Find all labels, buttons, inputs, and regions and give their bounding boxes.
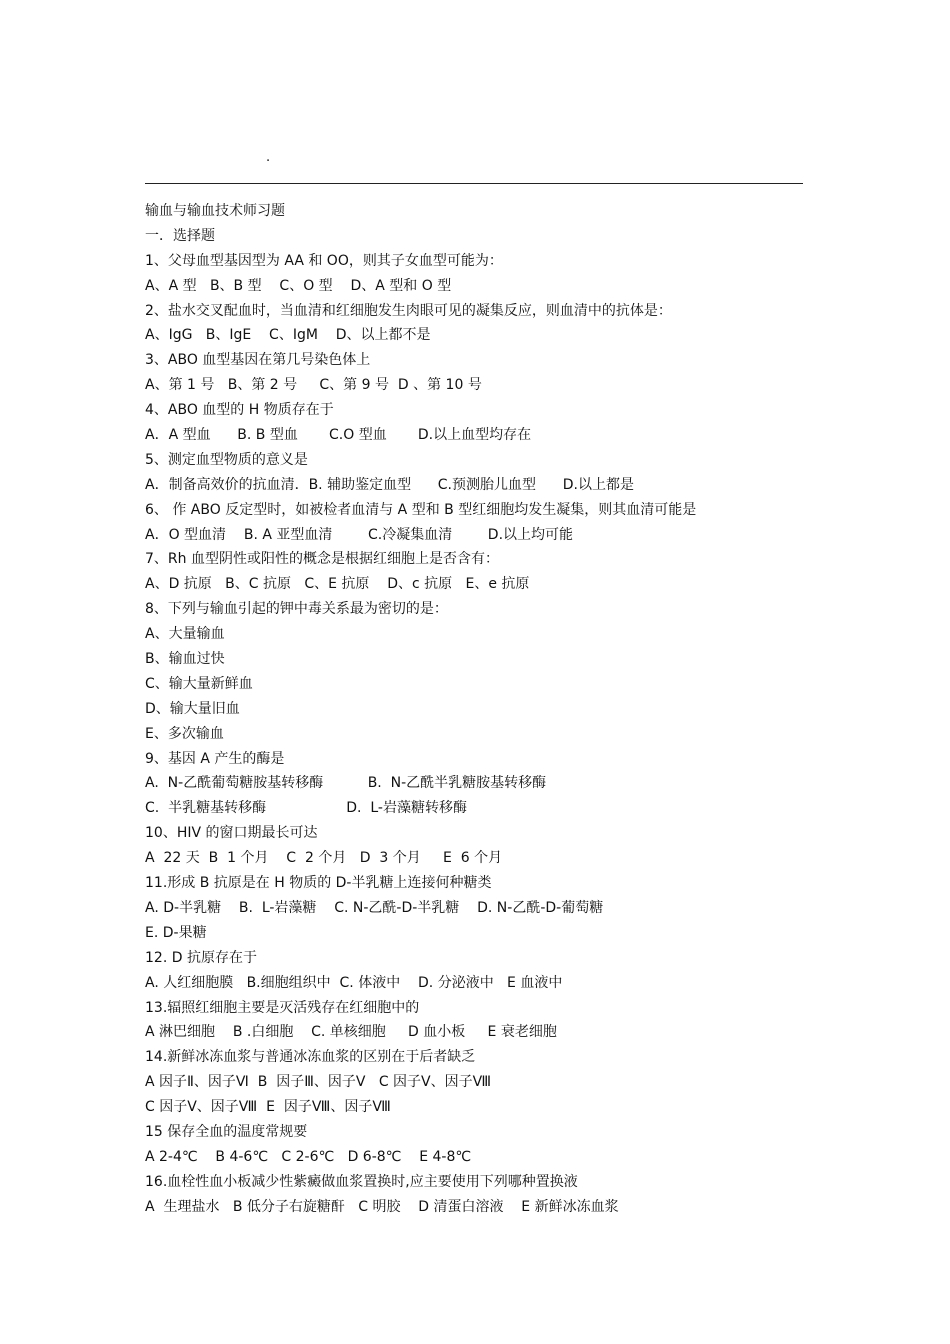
question-4: 4、ABO 血型的 H 物质存在于 bbox=[145, 402, 334, 419]
question-8: 8、下列与输血引起的钾中毒关系最为密切的是： bbox=[145, 601, 448, 618]
question-16: 16.血栓性血小板减少性紫癜做血浆置换时,应主要使用下列哪种置换液 bbox=[145, 1173, 578, 1190]
options-7: A、D 抗原 B、C 抗原 C、E 抗原 D、c 抗原 E、e 抗原 bbox=[145, 576, 530, 593]
option-8d: D、输大量旧血 bbox=[145, 700, 240, 717]
question-13: 13.辐照红细胞主要是灭活残存在红细胞中的 bbox=[145, 999, 420, 1016]
question-14: 14.新鲜冰冻血浆与普通冰冻血浆的区别在于后者缺乏 bbox=[145, 1049, 476, 1066]
options-13: A 淋巴细胞 B .白细胞 C. 单核细胞 D 血小板 E 衰老细胞 bbox=[145, 1024, 557, 1041]
option-8c: C、输大量新鲜血 bbox=[145, 675, 253, 692]
options-11-e: E. D-果糖 bbox=[145, 924, 207, 941]
options-2: A、IgG B、IgE C、IgM D、以上都不是 bbox=[145, 327, 431, 344]
options-15: A 2-4℃ B 4-6℃ C 2-6℃ D 6-8℃ E 4-8℃ bbox=[145, 1148, 472, 1165]
options-12: A. 人红细胞膜 B.细胞组织中 C. 体液中 D. 分泌液中 E 血液中 bbox=[145, 974, 563, 991]
question-10: 10、HIV 的窗口期最长可达 bbox=[145, 825, 318, 842]
document-body bbox=[145, 199, 845, 1220]
question-7: 7、Rh 血型阴性或阳性的概念是根据红细胞上是否含有： bbox=[145, 551, 499, 568]
options-9-ab: A. N-乙酰葡萄糖胺基转移酶 B. N-乙酰半乳糖胺基转移酶 bbox=[145, 775, 547, 792]
doc-title: 输血与输血技术师习题 bbox=[145, 203, 285, 219]
options-3: A、第 1 号 B、第 2 号 C、第 9 号 D 、第 10 号 bbox=[145, 377, 482, 394]
option-8e: E、多次输血 bbox=[145, 725, 224, 742]
question-2: 2、盐水交叉配血时，当血清和红细胞发生肉眼可见的凝集反应，则血清中的抗体是： bbox=[145, 302, 672, 319]
section-heading: 一．选择题 bbox=[145, 227, 215, 244]
question-5: 5、测定血型物质的意义是 bbox=[145, 451, 308, 468]
question-1: 1、父母血型基因型为 AA 和 OO，则其子女血型可能为： bbox=[145, 252, 503, 269]
question-3: 3、ABO 血型基因在第几号染色体上 bbox=[145, 352, 371, 369]
option-8a: A、大量输血 bbox=[145, 626, 225, 643]
question-11: 11.形成 B 抗原是在 H 物质的 D-半乳糖上连接何种糖类 bbox=[145, 875, 492, 892]
question-6: 6、 作 ABO 反定型时，如被检者血清与 A 型和 B 型红细胞均发生凝集，则其血清可能是 bbox=[145, 501, 697, 518]
options-14-ce: C 因子Ⅴ、因子Ⅷ E 因子Ⅷ、因子Ⅷ bbox=[145, 1099, 391, 1116]
options-4: A．A 型血 B. B 型血 C.O 型血 D.以上血型均存在 bbox=[145, 427, 532, 444]
options-1: A、A 型 B、B 型 C、O 型 D、A 型和 O 型 bbox=[145, 277, 452, 294]
options-16: A 生理盐水 B 低分子右旋糖酐 C 明胶 D 清蛋白溶液 E 新鲜冰冻血浆 bbox=[145, 1198, 619, 1215]
option-8b: B、输血过快 bbox=[145, 651, 225, 668]
options-14-ac: A 因子Ⅱ、因子Ⅵ B 因子Ⅲ、因子Ⅴ C 因子Ⅴ、因子Ⅷ bbox=[145, 1074, 492, 1091]
options-10: A 22 天 B 1 个月 C 2 个月 D 3 个月 E 6 个月 bbox=[145, 850, 503, 867]
options-5: A．制备高效价的抗血清．B. 辅助鉴定血型 C.预测胎儿血型 D.以上都是 bbox=[145, 476, 634, 493]
options-11-ad: A. D-半乳糖 B. L-岩藻糖 C. N-乙酰-D-半乳糖 D. N-乙酰-D-葡萄糖 bbox=[145, 899, 604, 916]
header-dot: . bbox=[266, 150, 271, 165]
options-6: A．O 型血清 B. A 亚型血清 C.冷凝集血清 D.以上均可能 bbox=[145, 526, 574, 543]
question-15: 15 保存全血的温度常规要 bbox=[145, 1123, 308, 1140]
question-12: 12. D 抗原存在于 bbox=[145, 949, 257, 966]
question-9: 9、基因 A 产生的酶是 bbox=[145, 750, 285, 767]
options-9-cd: C. 半乳糖基转移酶 D. L-岩藻糖转移酶 bbox=[145, 800, 467, 817]
header-rule bbox=[145, 183, 803, 184]
